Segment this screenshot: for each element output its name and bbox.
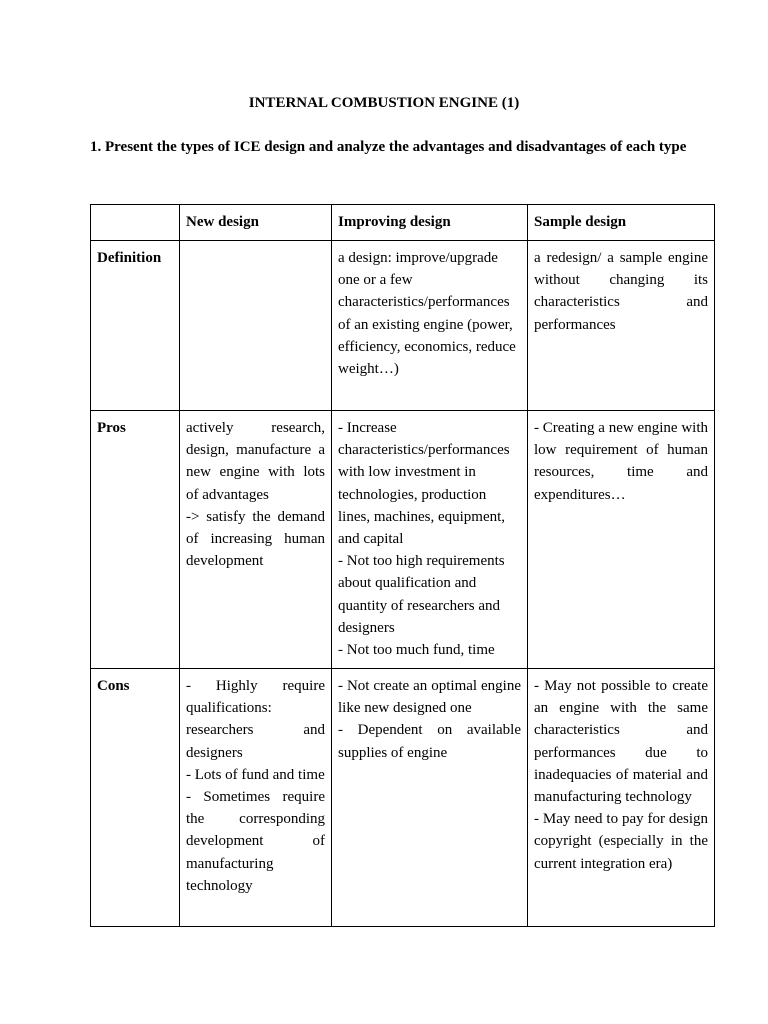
row-label-definition: Definition	[91, 241, 180, 411]
row-definition	[91, 241, 715, 411]
cell-definition-sample	[528, 241, 715, 411]
cell-line: - Not create an optimal engine like new designed one	[338, 678, 521, 717]
cell-line: - Lots of fund and time	[186, 766, 325, 783]
row-label-pros: Pros	[91, 411, 180, 669]
header-row	[91, 205, 715, 241]
header-empty	[91, 205, 180, 241]
design-comparison-table	[90, 204, 715, 927]
cell-line: - Sometimes require the corresponding development of manufacturing technology	[186, 789, 325, 894]
cell-cons-sample	[528, 669, 715, 927]
cell-line: - Dependent on available supplies of engine	[338, 722, 521, 761]
cell-definition-improving	[332, 241, 528, 411]
header-improving-design: Improving design	[332, 205, 528, 241]
cell-definition-new	[180, 241, 332, 411]
cell-line: - May not possible to create an engine with the same characteristics and performances due to inadequacies of material and manufacturing technology	[534, 678, 708, 806]
cell-cons-improving	[332, 669, 528, 927]
cell-pros-sample	[528, 411, 715, 669]
row-pros	[91, 411, 715, 669]
cell-pros-new	[180, 411, 332, 669]
cell-line: a redesign/ a sample engine without changing its characteristics and performances	[534, 250, 708, 333]
cell-line: - Increase characteristics/performances with low investment in technologies, production lines, machines, equipment, and capital	[338, 420, 510, 548]
cell-line: a design: improve/upgrade one or a few characteristics/performances of an existing engine (power, efficiency, economics, reduce weight…)	[338, 250, 516, 378]
cell-line: - Not too high requirements about qualification and quantity of researchers and designers	[338, 553, 505, 636]
header-sample-design: Sample design	[528, 205, 715, 241]
cell-cons-new	[180, 669, 332, 927]
cell-line: actively research, design, manufacture a new engine with lots of advantages	[186, 420, 325, 503]
cell-line: - Highly require qualifications: researchers and designers	[186, 678, 325, 761]
cell-pros-improving	[332, 411, 528, 669]
cell-line: - Not too much fund, time	[338, 642, 495, 659]
row-label-cons: Cons	[91, 669, 180, 927]
cell-line: -> satisfy the demand of increasing human development	[186, 508, 325, 570]
cell-line: - Creating a new engine with low requirement of human resources, time and expenditures…	[534, 420, 708, 503]
row-cons	[91, 669, 715, 927]
header-new-design: New design	[180, 205, 332, 241]
document-title: INTERNAL COMBUSTION ENGINE (1)	[248, 95, 520, 111]
cell-line: - May need to pay for design copyright (especially in the current integration era)	[534, 811, 708, 872]
question-heading: 1. Present the types of ICE design and analyze the advantages and disadvantages of each type	[90, 139, 687, 155]
